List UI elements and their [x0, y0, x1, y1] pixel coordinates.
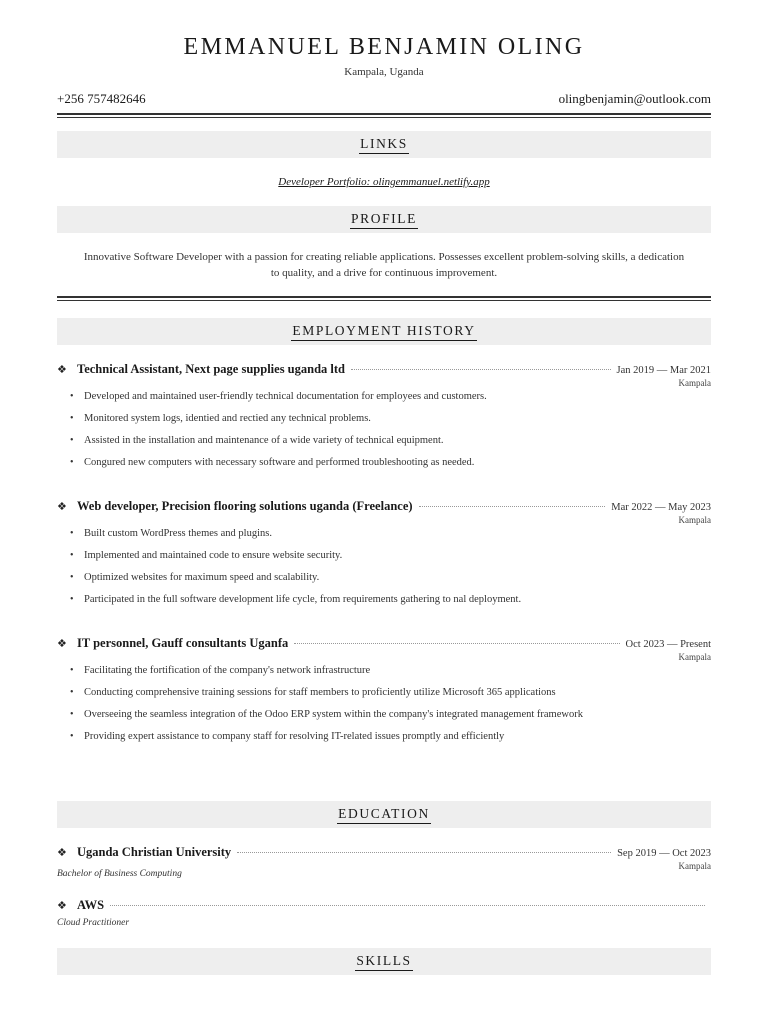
employment-entry — [57, 362, 711, 470]
job-location: Kampala — [678, 652, 711, 662]
duty-item: • Facilitating the fortification of the company's network infrastructure — [57, 664, 597, 678]
degree-name: Bachelor of Business Computing — [57, 869, 182, 879]
portfolio-link[interactable]: Developer Portfolio: olingemmanuel.netlify.app — [278, 176, 490, 188]
job-title: IT personnel, Gauff consultants Uganfa — [77, 636, 289, 650]
candidate-location: Kampala, Uganda — [344, 66, 424, 78]
job-title: Web developer, Precision flooring solutions uganda (Freelance) — [77, 499, 413, 513]
duty-item: • Conducting comprehensive training sessions for staff members to proficiently utilize Microsoft 365 applications — [57, 686, 597, 700]
duty-item: • Built custom WordPress themes and plugins. — [57, 527, 597, 541]
section-title-employment: EMPLOYMENT HISTORY — [291, 324, 476, 341]
school-name: Uganda Christian University — [77, 845, 232, 859]
duty-item: • Assisted in the installation and maintenance of a wide variety of technical equipment. — [57, 434, 597, 448]
dotted-leader — [110, 905, 705, 906]
duty-item: • Implemented and maintained code to ensure website security. — [57, 549, 597, 563]
section-header-profile — [57, 206, 711, 233]
duty-item: • Congured new computers with necessary software and performed troubleshooting as needed. — [57, 456, 597, 470]
dotted-leader — [294, 643, 619, 644]
job-location: Kampala — [678, 515, 711, 525]
job-dates: Mar 2022 — May 2023 — [611, 502, 711, 513]
diamond-bullet-icon: ❖ — [57, 846, 67, 859]
employment-entry — [57, 499, 711, 607]
duty-item: • Optimized websites for maximum speed and scalability. — [57, 571, 597, 585]
dotted-leader — [351, 369, 611, 370]
job-duties — [57, 664, 597, 744]
certification-name: Cloud Practitioner — [57, 918, 130, 928]
dotted-leader — [419, 506, 606, 507]
job-duties — [57, 390, 597, 470]
email-address: olingbenjamin@outlook.com — [558, 91, 711, 106]
phone-number: +256 757482646 — [57, 91, 146, 106]
section-title-links: LINKS — [359, 137, 409, 154]
job-title: Technical Assistant, Next page supplies uganda ltd — [77, 362, 345, 376]
job-location: Kampala — [678, 378, 711, 388]
diamond-bullet-icon: ❖ — [57, 899, 67, 912]
job-dates: Jan 2019 — Mar 2021 — [616, 365, 711, 376]
duty-item: • Overseeing the seamless integration of the Odoo ERP system within the company's integrated management framework — [57, 708, 597, 722]
header-divider — [57, 113, 711, 118]
section-header-education — [57, 801, 711, 828]
education-entry — [57, 898, 711, 928]
school-location: Kampala — [678, 861, 711, 871]
section-header-links — [57, 131, 711, 158]
section-title-education: EDUCATION — [337, 807, 431, 824]
section-title-profile: PROFILE — [350, 212, 418, 229]
diamond-bullet-icon: ❖ — [57, 500, 67, 513]
section-title-skills: SKILLS — [355, 954, 412, 971]
duty-item: • Developed and maintained user-friendly technical documentation for employees and customers. — [57, 390, 597, 404]
duty-item: • Monitored system logs, identied and rectied any technical problems. — [57, 412, 597, 426]
job-duties — [57, 527, 597, 607]
duty-item: • Providing expert assistance to company staff for resolving IT-related issues promptly and efficiently — [57, 730, 597, 744]
school-name: AWS — [77, 898, 105, 912]
dotted-leader — [237, 852, 611, 853]
duty-item: • Participated in the full software development life cycle, from requirements gathering to nal deployment. — [57, 593, 597, 607]
education-entry — [57, 845, 711, 879]
candidate-name: EMMANUEL BENJAMIN OLING — [183, 34, 585, 60]
employment-entry — [57, 636, 711, 744]
job-dates: Oct 2023 — Present — [625, 639, 711, 650]
section-header-skills — [57, 948, 711, 975]
section-header-employment — [57, 318, 711, 345]
profile-divider — [57, 296, 711, 301]
diamond-bullet-icon: ❖ — [57, 637, 67, 650]
profile-summary: Innovative Software Developer with a passion for creating reliable applications. Possesses excellent problem-solving skills, a dedication to quality, and a drive for continuous improvement. — [83, 251, 685, 279]
diamond-bullet-icon: ❖ — [57, 363, 67, 376]
school-dates: Sep 2019 — Oct 2023 — [617, 848, 711, 859]
